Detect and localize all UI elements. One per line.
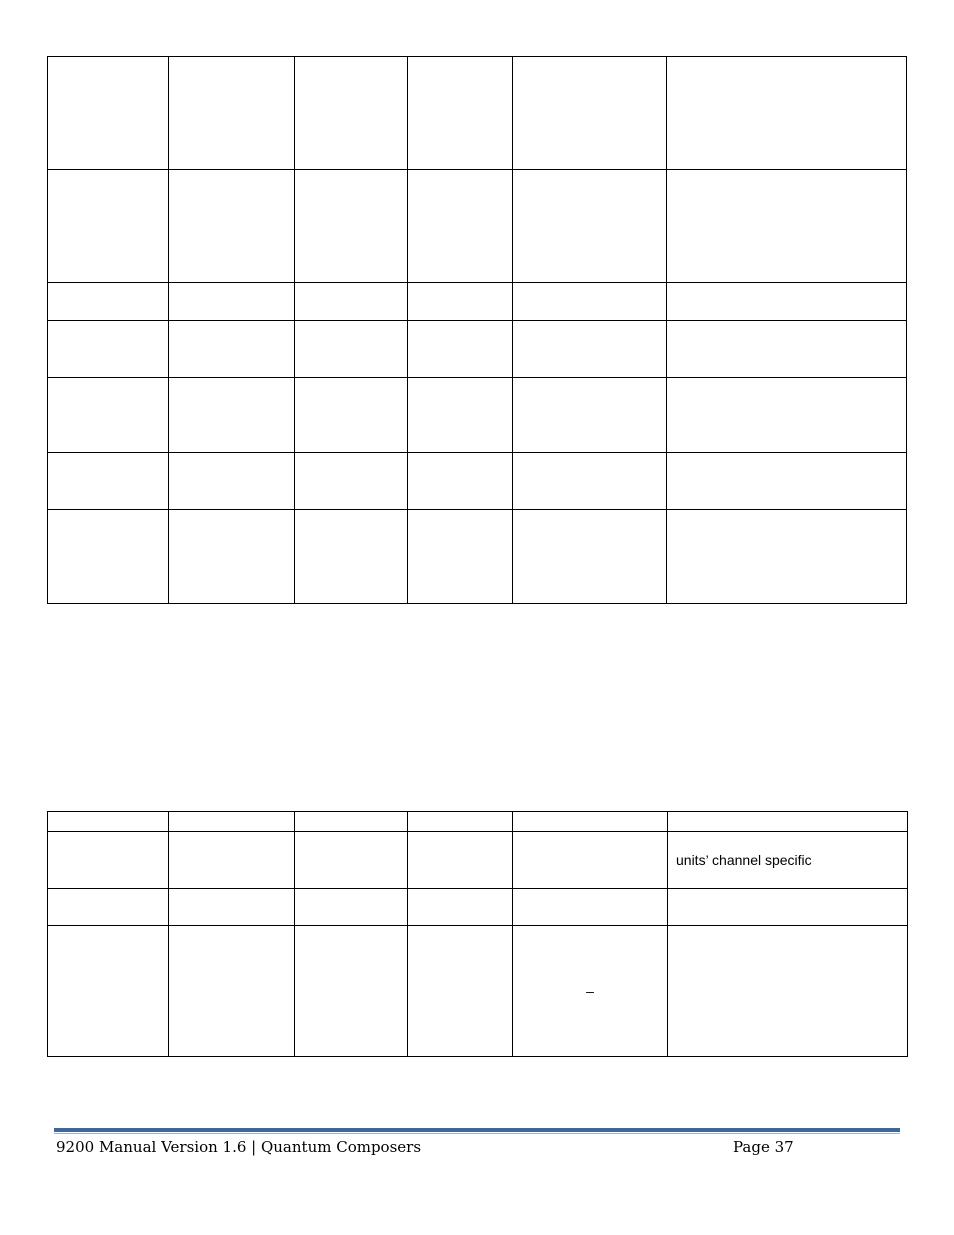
footer-rule-thin [54, 1133, 900, 1134]
table-row [48, 57, 907, 170]
table-cell [169, 378, 295, 453]
table-cell [667, 378, 907, 453]
table-header-row [48, 812, 908, 832]
table-cell [408, 57, 513, 170]
table-cell [295, 378, 408, 453]
table-cell [295, 321, 408, 378]
table-cell [48, 378, 169, 453]
table-cell [295, 812, 408, 832]
table-cell [48, 170, 169, 283]
table-cell [169, 510, 295, 604]
table-row [48, 321, 907, 378]
table-cell [295, 926, 408, 1057]
table-cell [668, 889, 908, 926]
table-cell [513, 812, 668, 832]
table-row [48, 378, 907, 453]
table-cell [408, 321, 513, 378]
command-table-continued [47, 56, 907, 604]
table-cell [408, 832, 513, 889]
footer-rule-thick [54, 1128, 900, 1132]
table-cell [668, 812, 908, 832]
table-cell [408, 453, 513, 510]
table-cell [408, 510, 513, 604]
table-cell [408, 889, 513, 926]
table-cell [513, 57, 667, 170]
table-row [48, 926, 908, 1057]
table-cell [295, 57, 408, 170]
table-cell [408, 812, 513, 832]
table-cell [513, 889, 668, 926]
table-cell [667, 283, 907, 321]
table-cell [48, 832, 169, 889]
table-cell [667, 453, 907, 510]
table-cell [169, 170, 295, 283]
table-cell [169, 57, 295, 170]
footer-rule [54, 1128, 900, 1134]
table-cell [48, 812, 169, 832]
table-cell [667, 321, 907, 378]
table-cell [667, 170, 907, 283]
table-cell [513, 170, 667, 283]
table-row [48, 453, 907, 510]
table-cell [48, 321, 169, 378]
table-cell [513, 926, 668, 1057]
table-cell [48, 926, 169, 1057]
table-cell [169, 832, 295, 889]
table-cell [48, 57, 169, 170]
table-cell [169, 889, 295, 926]
table-cell [169, 283, 295, 321]
table-cell [169, 453, 295, 510]
table-row [48, 889, 908, 926]
table-cell [48, 889, 169, 926]
table-cell [513, 321, 667, 378]
table-cell [408, 926, 513, 1057]
table-cell [48, 453, 169, 510]
table-cell [169, 926, 295, 1057]
table-row [48, 170, 907, 283]
command-table [47, 811, 908, 1057]
table-cell [408, 283, 513, 321]
table-cell [48, 283, 169, 321]
table-cell [408, 170, 513, 283]
table-cell [169, 321, 295, 378]
table-cell [48, 510, 169, 604]
table-cell [667, 57, 907, 170]
footer-manual-title: 9200 Manual Version 1.6 | Quantum Composers [56, 1138, 422, 1156]
table-cell [295, 170, 408, 283]
table-cell [295, 453, 408, 510]
table-cell [295, 889, 408, 926]
table-cell [295, 283, 408, 321]
table-cell [668, 832, 908, 889]
table-cell [408, 378, 513, 453]
range-dash: – [586, 983, 594, 999]
table-row [48, 832, 908, 889]
table-cell [513, 832, 668, 889]
table-cell [513, 510, 667, 604]
footer-page-number: Page 37 [733, 1138, 794, 1156]
table-cell [668, 926, 908, 1057]
table-cell [169, 812, 295, 832]
table-cell [513, 453, 667, 510]
table-cell [513, 283, 667, 321]
table-cell [513, 378, 667, 453]
table-cell [667, 510, 907, 604]
description-text: units’ channel specific [676, 852, 812, 868]
table-row [48, 283, 907, 321]
table-cell [295, 832, 408, 889]
table-cell [295, 510, 408, 604]
table-row [48, 510, 907, 604]
